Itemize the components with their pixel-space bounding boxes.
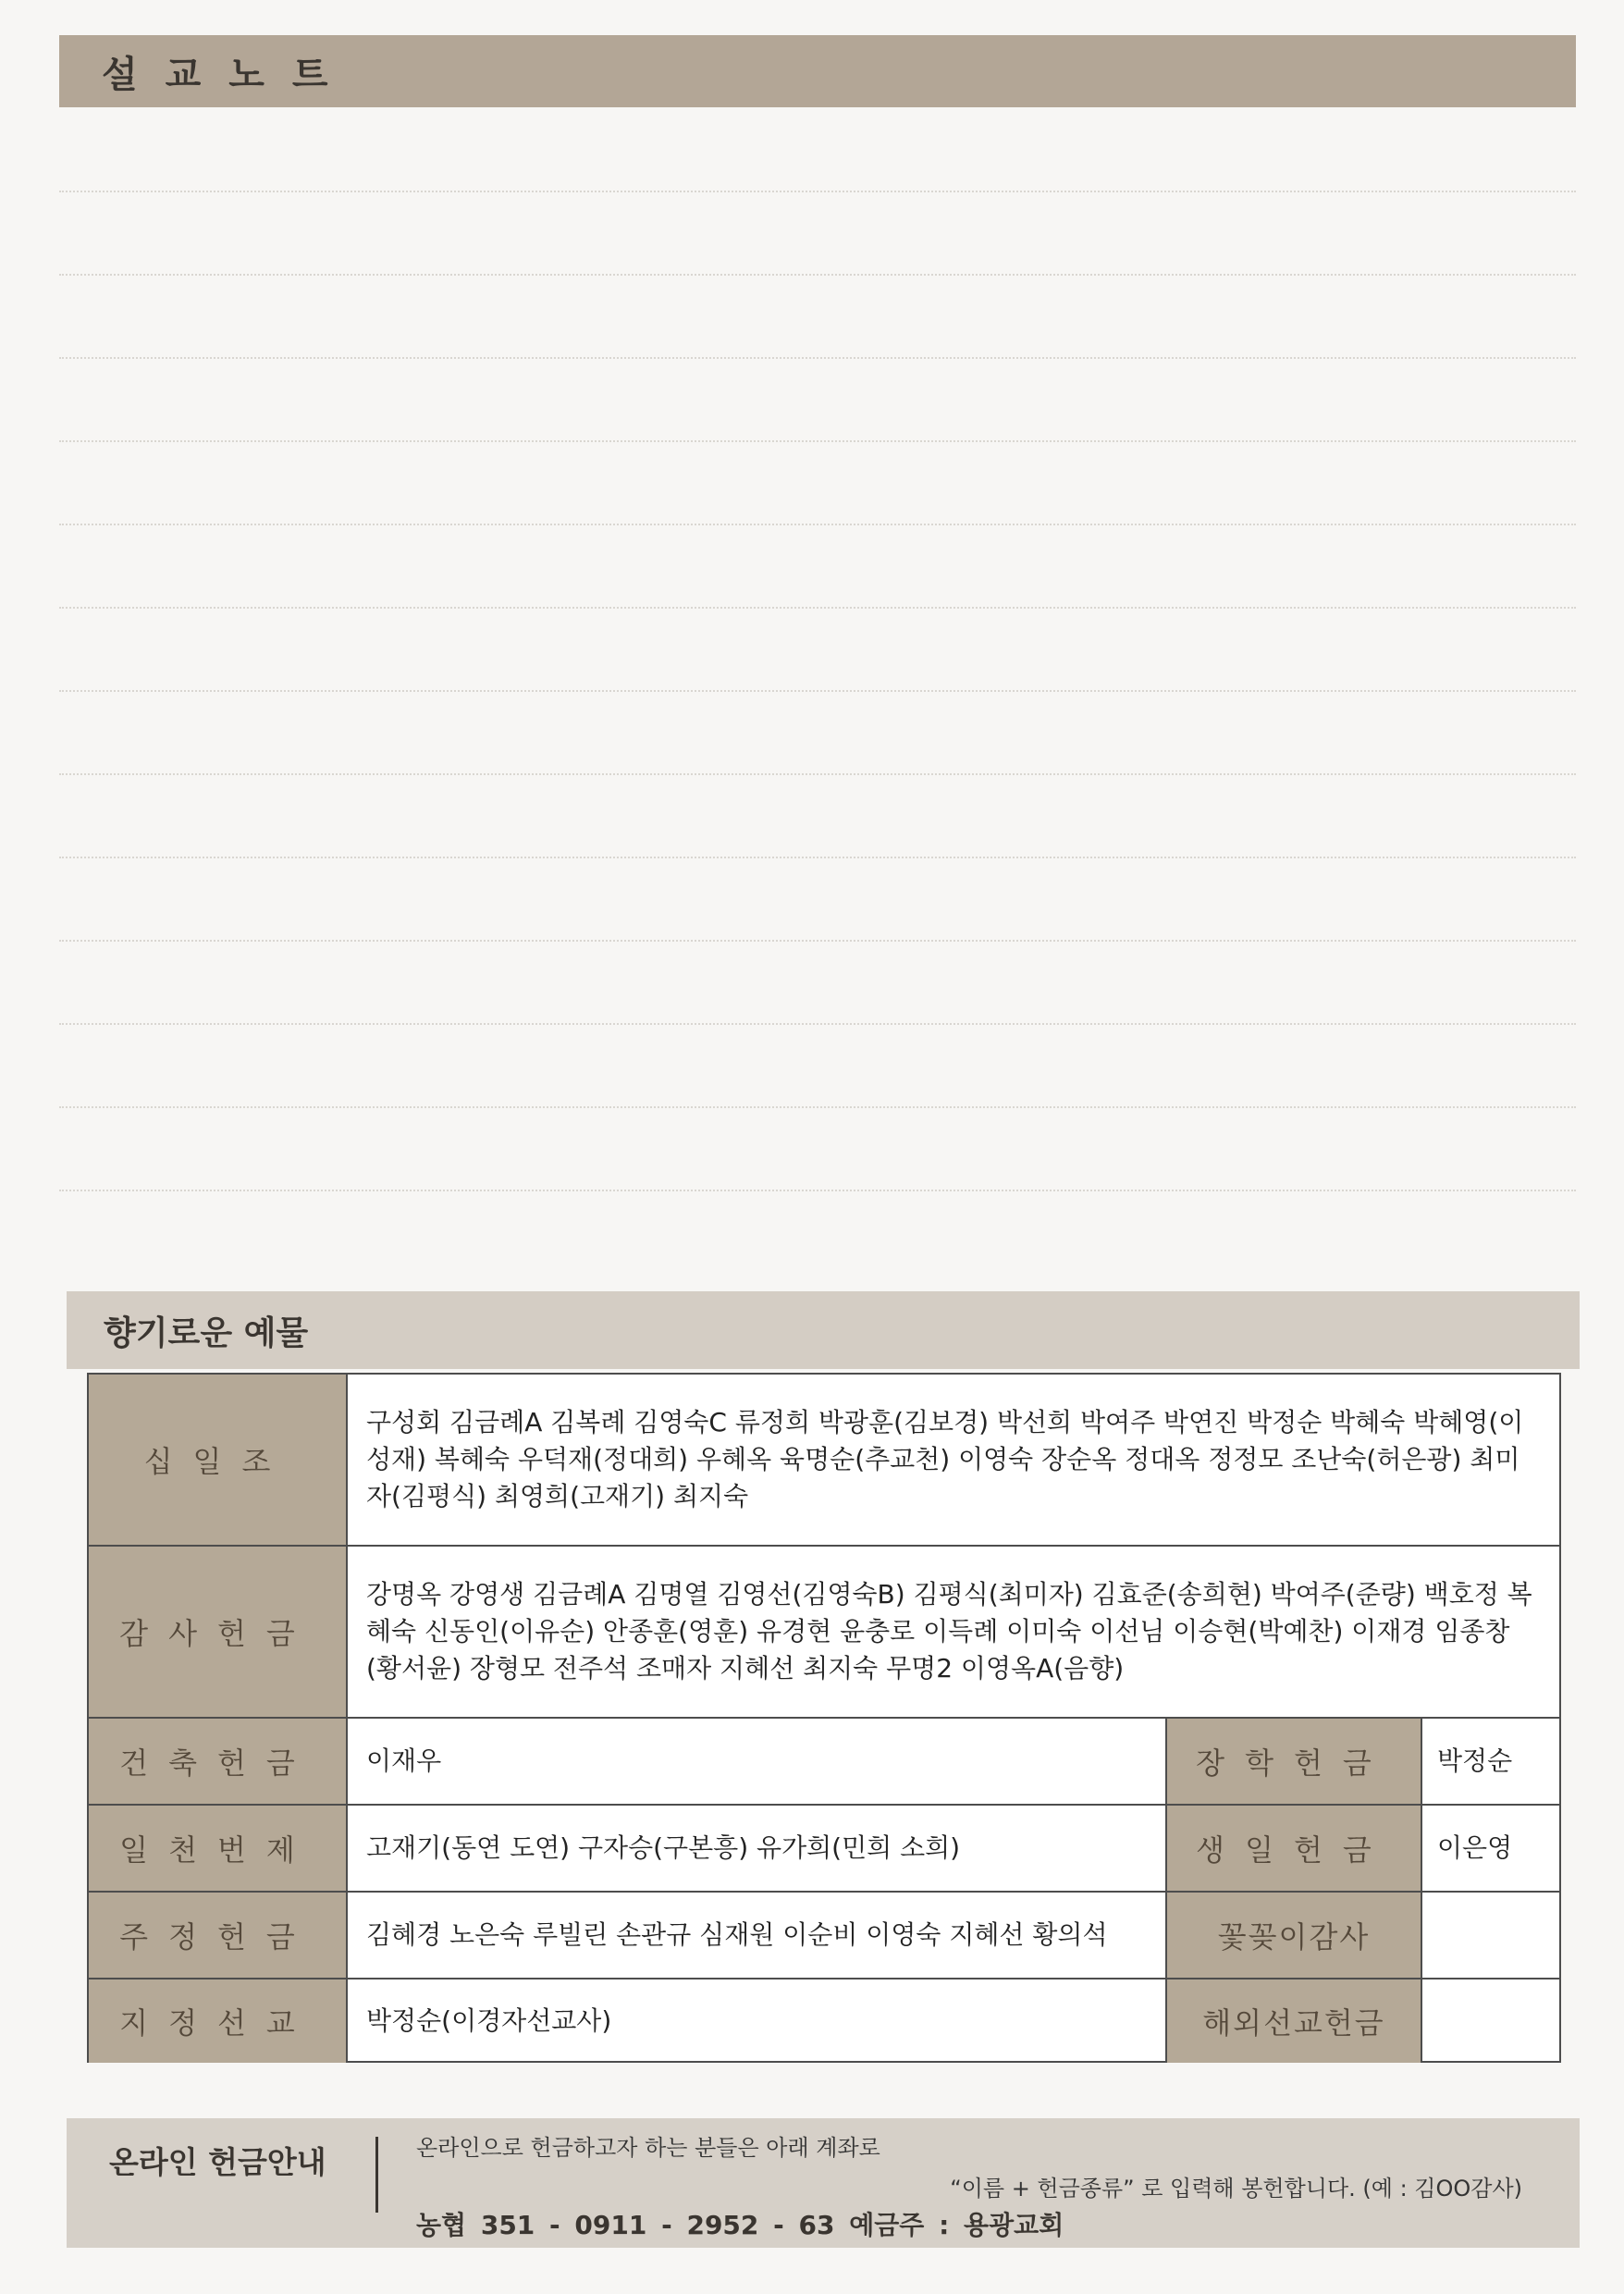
sermon-notes-title: 설교노트 (102, 53, 356, 96)
scholarship-names: 박정순 (1437, 1745, 1513, 1776)
table-row-designated (89, 1980, 1559, 2063)
sermon-notes-area[interactable] (59, 107, 1576, 1264)
online-instruction-line1: 온라인으로 헌금하고자 하는 분들은 아래 계좌로 (416, 2135, 880, 2161)
note-line (59, 274, 1576, 276)
tithe-names: 구성회 김금례A 김복례 김영숙C 류정희 박광훈(김보경) 박선희 박여주 박연진 박정순 박혜숙 박혜영(이성재) 복혜숙 우덕재(정대희) 우혜옥 육명순(추교천) 이영숙 장순옥 정대옥 정정모 조난숙(허은광) 최미자(김평식) 최영희(고재기) 최지숙 (366, 1407, 1524, 1511)
offering-table (87, 1373, 1561, 2063)
weekly-names: 김혜경 노은숙 루빌린 손관규 심재원 이순비 이영숙 지혜선 황의석 (366, 1919, 1108, 1950)
flowers-names (1422, 1893, 1559, 1978)
table-row-weekly (89, 1893, 1559, 1980)
table-row-thanks (89, 1547, 1559, 1719)
note-line (59, 191, 1576, 192)
overseas-label: 해외선교헌금 (1165, 1980, 1422, 2063)
thanks-label: 감사헌금 (89, 1547, 348, 1717)
scholarship-label: 장학헌금 (1165, 1719, 1422, 1804)
designated-label: 지정선교 (89, 1980, 348, 2063)
birthday-names: 이은영 (1437, 1832, 1513, 1863)
online-offering-title: 온라인 헌금안내 (109, 2144, 326, 2180)
table-row-tithe (89, 1375, 1559, 1547)
online-offering-box (67, 2118, 1580, 2248)
note-line (59, 1106, 1576, 1108)
note-line (59, 440, 1576, 442)
ilcheon-label: 일천번제 (89, 1806, 348, 1891)
note-line (59, 857, 1576, 858)
building-label: 건축헌금 (89, 1719, 348, 1804)
note-line (59, 1190, 1576, 1191)
thanks-names: 강명옥 강영생 김금례A 김명열 김영선(김영숙B) 김평식(최미자) 김효준(송희현) 박여주(준량) 백호정 복혜숙 신동인(이유순) 안종훈(영훈) 유경현 윤충로 이득례 이미숙 이선님 이승현(박예찬) 이재경 임종창 (황서윤) 장형모 전주석 조매자 지혜선 최지숙 무명2 이영옥A(음향) (366, 1579, 1532, 1684)
offering-header (67, 1291, 1580, 1369)
offering-title: 향기로운 예물 (104, 1314, 309, 1352)
table-row-building (89, 1719, 1559, 1806)
note-line (59, 773, 1576, 775)
note-line (59, 690, 1576, 692)
weekly-label: 주정헌금 (89, 1893, 348, 1978)
flowers-label: 꽃꽂이감사 (1165, 1893, 1422, 1978)
divider (375, 2137, 378, 2213)
ilcheon-names: 고재기(동연 도연) 구자승(구본흥) 유가희(민희 소희) (366, 1832, 961, 1863)
sermon-notes-header (59, 35, 1576, 107)
overseas-names (1422, 1980, 1559, 2063)
note-line (59, 940, 1576, 942)
birthday-label: 생일헌금 (1165, 1806, 1422, 1891)
note-line (59, 607, 1576, 609)
building-names: 이재우 (366, 1745, 442, 1776)
note-line (59, 357, 1576, 359)
table-row-ilcheon (89, 1806, 1559, 1893)
bank-account: 농협 351 - 0911 - 2952 - 63 예금주 : 용광교회 (416, 2210, 1064, 2240)
note-line (59, 1023, 1576, 1025)
online-instruction-line2: “이름 + 헌금종류” 로 입력해 봉헌합니다. (예 : 김OO감사) (950, 2176, 1522, 2202)
note-line (59, 524, 1576, 525)
designated-names: 박정순(이경자선교사) (366, 2005, 612, 2036)
tithe-label: 십일조 (89, 1375, 348, 1545)
